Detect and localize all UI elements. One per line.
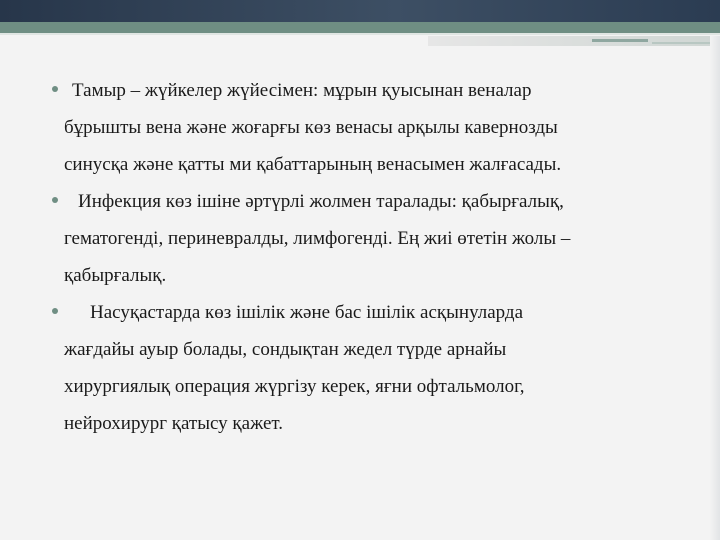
header-accent-band <box>0 22 720 33</box>
bullet-line: хирургиялық операция жүргізу керек, яғни офтальмолог, <box>64 376 525 397</box>
bullet-item <box>52 183 692 294</box>
bullet-dot-icon <box>52 86 58 92</box>
bullet-line: бұрышты вена және жоғарғы көз венасы арқылы кавернозды <box>64 117 558 138</box>
bullet-dot-icon <box>52 308 58 314</box>
bullet-line: Инфекция көз ішіне әртүрлі жолмен таралады: қабырғалық, <box>78 191 564 212</box>
bullet-line: қабырғалық. <box>64 265 167 286</box>
slide-body <box>52 72 692 442</box>
header-accent-strip <box>428 36 720 46</box>
header-bar <box>0 0 720 22</box>
header-accent-dash <box>592 39 648 42</box>
right-edge-shadow <box>710 36 720 540</box>
bullet-dot-icon <box>52 197 58 203</box>
bullet-line: гематогенді, периневралды, лимфогенді. Ең жиі өтетін жолы – <box>64 228 571 249</box>
bullet-line: жағдайы ауыр болады, сондықтан жедел түрде арнайы <box>64 339 507 360</box>
bullet-item <box>52 72 692 183</box>
bullet-line: Тамыр – жүйкелер жүйесімен: мұрын қуысынан веналар <box>72 80 532 101</box>
header-accent-line <box>0 33 720 35</box>
bullet-line: нейрохирург қатысу қажет. <box>64 413 284 434</box>
bullet-item <box>52 294 692 442</box>
bullet-line: Насуқастарда көз ішілік және бас ішілік асқынуларда <box>90 302 524 323</box>
bullet-line: синусқа және қатты ми қабаттарының венасымен жалғасады. <box>64 154 562 175</box>
